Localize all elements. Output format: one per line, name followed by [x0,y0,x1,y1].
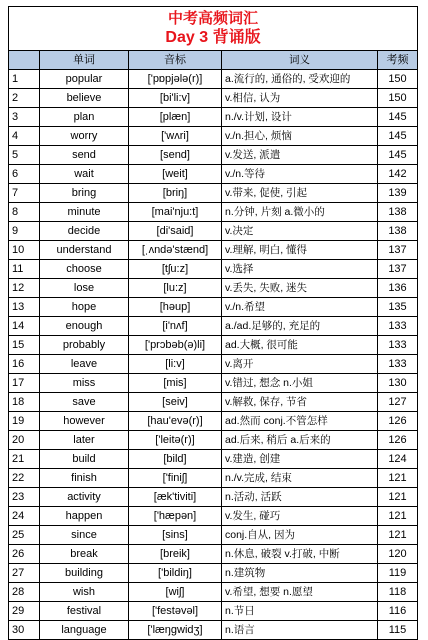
cell-meaning: v.离开 [222,355,378,374]
table-row [9,127,418,146]
cell-phonetic: [send] [129,146,222,165]
table-row [9,108,418,127]
cell-number: 4 [9,127,40,146]
table-row [9,450,418,469]
cell-frequency: 121 [378,507,418,526]
cell-word: miss [40,374,129,393]
col-header-number [9,51,40,70]
cell-number: 6 [9,165,40,184]
cell-meaning: v./n.担心, 烦恼 [222,127,378,146]
cell-meaning: v.丢失, 失败, 迷失 [222,279,378,298]
cell-phonetic: [bild] [129,450,222,469]
cell-meaning: v.发生, 碰巧 [222,507,378,526]
cell-frequency: 150 [378,70,418,89]
cell-meaning: n.节日 [222,602,378,621]
cell-word: break [40,545,129,564]
cell-frequency: 135 [378,298,418,317]
cell-meaning: n./v.完成, 结束 [222,469,378,488]
cell-word: finish [40,469,129,488]
cell-frequency: 133 [378,355,418,374]
cell-number: 29 [9,602,40,621]
cell-meaning: ad.然而 conj.不管怎样 [222,412,378,431]
cell-frequency: 126 [378,412,418,431]
cell-word: hope [40,298,129,317]
table-header-row [9,51,418,70]
cell-meaning: v.解救, 保存, 节省 [222,393,378,412]
table-body [9,70,418,640]
cell-number: 19 [9,412,40,431]
cell-phonetic: [breik] [129,545,222,564]
cell-phonetic: ['bildiŋ] [129,564,222,583]
cell-frequency: 126 [378,431,418,450]
page-subtitle: Day 3 背诵版 [165,29,261,46]
cell-number: 7 [9,184,40,203]
table-row [9,621,418,640]
cell-word: believe [40,89,129,108]
table-row [9,165,418,184]
table-row [9,564,418,583]
cell-word: save [40,393,129,412]
cell-number: 3 [9,108,40,127]
cell-frequency: 133 [378,317,418,336]
cell-number: 16 [9,355,40,374]
cell-number: 27 [9,564,40,583]
table-row [9,146,418,165]
cell-word: later [40,431,129,450]
cell-phonetic: [di'said] [129,222,222,241]
cell-phonetic: [həup] [129,298,222,317]
cell-phonetic: [plæn] [129,108,222,127]
vocab-sheet [8,6,418,640]
cell-phonetic: [briŋ] [129,184,222,203]
cell-frequency: 130 [378,374,418,393]
cell-frequency: 137 [378,241,418,260]
cell-meaning: n.活动, 活跃 [222,488,378,507]
table-row [9,317,418,336]
cell-word: language [40,621,129,640]
cell-frequency: 137 [378,260,418,279]
cell-phonetic: ['festəvəl] [129,602,222,621]
cell-meaning: a.流行的, 通俗的, 受欢迎的 [222,70,378,89]
table-row [9,412,418,431]
cell-number: 23 [9,488,40,507]
table-row [9,545,418,564]
cell-frequency: 116 [378,602,418,621]
cell-meaning: conj.自从, 因为 [222,526,378,545]
cell-meaning: n.语言 [222,621,378,640]
cell-frequency: 142 [378,165,418,184]
cell-phonetic: [weit] [129,165,222,184]
table-row [9,260,418,279]
table-row [9,184,418,203]
cell-frequency: 119 [378,564,418,583]
cell-word: popular [40,70,129,89]
table-row [9,89,418,108]
cell-frequency: 138 [378,203,418,222]
cell-number: 8 [9,203,40,222]
cell-number: 9 [9,222,40,241]
cell-frequency: 127 [378,393,418,412]
cell-number: 10 [9,241,40,260]
cell-phonetic: ['pɒpjələ(r)] [129,70,222,89]
cell-number: 22 [9,469,40,488]
cell-phonetic: [æk'tiviti] [129,488,222,507]
cell-frequency: 145 [378,108,418,127]
cell-frequency: 121 [378,469,418,488]
cell-phonetic: [mai'nju:t] [129,203,222,222]
table-row [9,355,418,374]
cell-frequency: 120 [378,545,418,564]
cell-phonetic: [i'nʌf] [129,317,222,336]
cell-number: 12 [9,279,40,298]
cell-phonetic: [wiʃ] [129,583,222,602]
cell-number: 25 [9,526,40,545]
cell-word: decide [40,222,129,241]
cell-meaning: v.希望, 想要 n.愿望 [222,583,378,602]
table-row [9,583,418,602]
cell-frequency: 124 [378,450,418,469]
cell-number: 26 [9,545,40,564]
cell-meaning: a./ad.足够的, 充足的 [222,317,378,336]
cell-number: 21 [9,450,40,469]
cell-word: choose [40,260,129,279]
cell-phonetic: [ˌʌndə'stænd] [129,241,222,260]
cell-phonetic: ['finiʃ] [129,469,222,488]
cell-word: activity [40,488,129,507]
cell-number: 28 [9,583,40,602]
cell-word: build [40,450,129,469]
cell-meaning: v.相信, 认为 [222,89,378,108]
cell-meaning: v.带来, 促使, 引起 [222,184,378,203]
table-row [9,298,418,317]
cell-frequency: 121 [378,488,418,507]
table-row [9,431,418,450]
cell-number: 30 [9,621,40,640]
table-row [9,526,418,545]
cell-word: worry [40,127,129,146]
cell-phonetic: [li:v] [129,355,222,374]
cell-word: wish [40,583,129,602]
cell-frequency: 139 [378,184,418,203]
cell-meaning: n.分钟, 片刻 a.微小的 [222,203,378,222]
table-row [9,222,418,241]
table-row [9,469,418,488]
table-row [9,507,418,526]
cell-word: enough [40,317,129,336]
cell-word: since [40,526,129,545]
cell-meaning: v.理解, 明白, 懂得 [222,241,378,260]
cell-meaning: ad.大概, 很可能 [222,336,378,355]
cell-frequency: 118 [378,583,418,602]
cell-frequency: 115 [378,621,418,640]
cell-number: 15 [9,336,40,355]
col-header-phonetic: 音标 [129,51,222,70]
cell-phonetic: ['hæpən] [129,507,222,526]
title-block [8,6,418,50]
cell-word: send [40,146,129,165]
table-row [9,488,418,507]
cell-word: however [40,412,129,431]
cell-frequency: 145 [378,146,418,165]
cell-number: 13 [9,298,40,317]
cell-word: happen [40,507,129,526]
cell-meaning: v.选择 [222,260,378,279]
cell-meaning: v.发送, 派遣 [222,146,378,165]
cell-word: festival [40,602,129,621]
col-header-word: 单词 [40,51,129,70]
cell-phonetic: [seiv] [129,393,222,412]
table-row [9,336,418,355]
cell-word: plan [40,108,129,127]
cell-frequency: 138 [378,222,418,241]
cell-phonetic: [tʃu:z] [129,260,222,279]
table-row [9,70,418,89]
cell-word: understand [40,241,129,260]
cell-meaning: v./n.等待 [222,165,378,184]
cell-number: 14 [9,317,40,336]
cell-frequency: 150 [378,89,418,108]
table-row [9,279,418,298]
cell-phonetic: [lu:z] [129,279,222,298]
cell-number: 2 [9,89,40,108]
cell-meaning: n.建筑物 [222,564,378,583]
cell-phonetic: [hau'evə(r)] [129,412,222,431]
page-title: 中考高频词汇 [167,9,258,27]
cell-number: 18 [9,393,40,412]
cell-number: 11 [9,260,40,279]
cell-word: probably [40,336,129,355]
cell-phonetic: [bi'li:v] [129,89,222,108]
cell-number: 24 [9,507,40,526]
cell-frequency: 133 [378,336,418,355]
table-row [9,374,418,393]
col-header-meaning: 词义 [222,51,378,70]
cell-number: 5 [9,146,40,165]
cell-meaning: v./n.希望 [222,298,378,317]
cell-meaning: v.建造, 创建 [222,450,378,469]
table-row [9,241,418,260]
table-row [9,393,418,412]
cell-frequency: 136 [378,279,418,298]
table-row [9,602,418,621]
cell-frequency: 145 [378,127,418,146]
cell-number: 20 [9,431,40,450]
cell-phonetic: ['wʌri] [129,127,222,146]
cell-word: minute [40,203,129,222]
cell-meaning: v.错过, 想念 n.小姐 [222,374,378,393]
cell-phonetic: ['leitə(r)] [129,431,222,450]
cell-frequency: 121 [378,526,418,545]
cell-word: bring [40,184,129,203]
cell-meaning: ad.后来, 稍后 a.后来的 [222,431,378,450]
cell-meaning: v.决定 [222,222,378,241]
cell-phonetic: [sins] [129,526,222,545]
cell-phonetic: ['prɔbəb(ə)li] [129,336,222,355]
cell-number: 17 [9,374,40,393]
col-header-frequency: 考频 [378,51,418,70]
cell-meaning: n.休息, 破裂 v.打破, 中断 [222,545,378,564]
cell-word: leave [40,355,129,374]
cell-meaning: n./v.计划, 设计 [222,108,378,127]
vocab-table [8,50,418,640]
cell-phonetic: [mis] [129,374,222,393]
cell-phonetic: ['læŋgwidʒ] [129,621,222,640]
cell-word: building [40,564,129,583]
cell-word: lose [40,279,129,298]
cell-word: wait [40,165,129,184]
table-row [9,203,418,222]
cell-number: 1 [9,70,40,89]
